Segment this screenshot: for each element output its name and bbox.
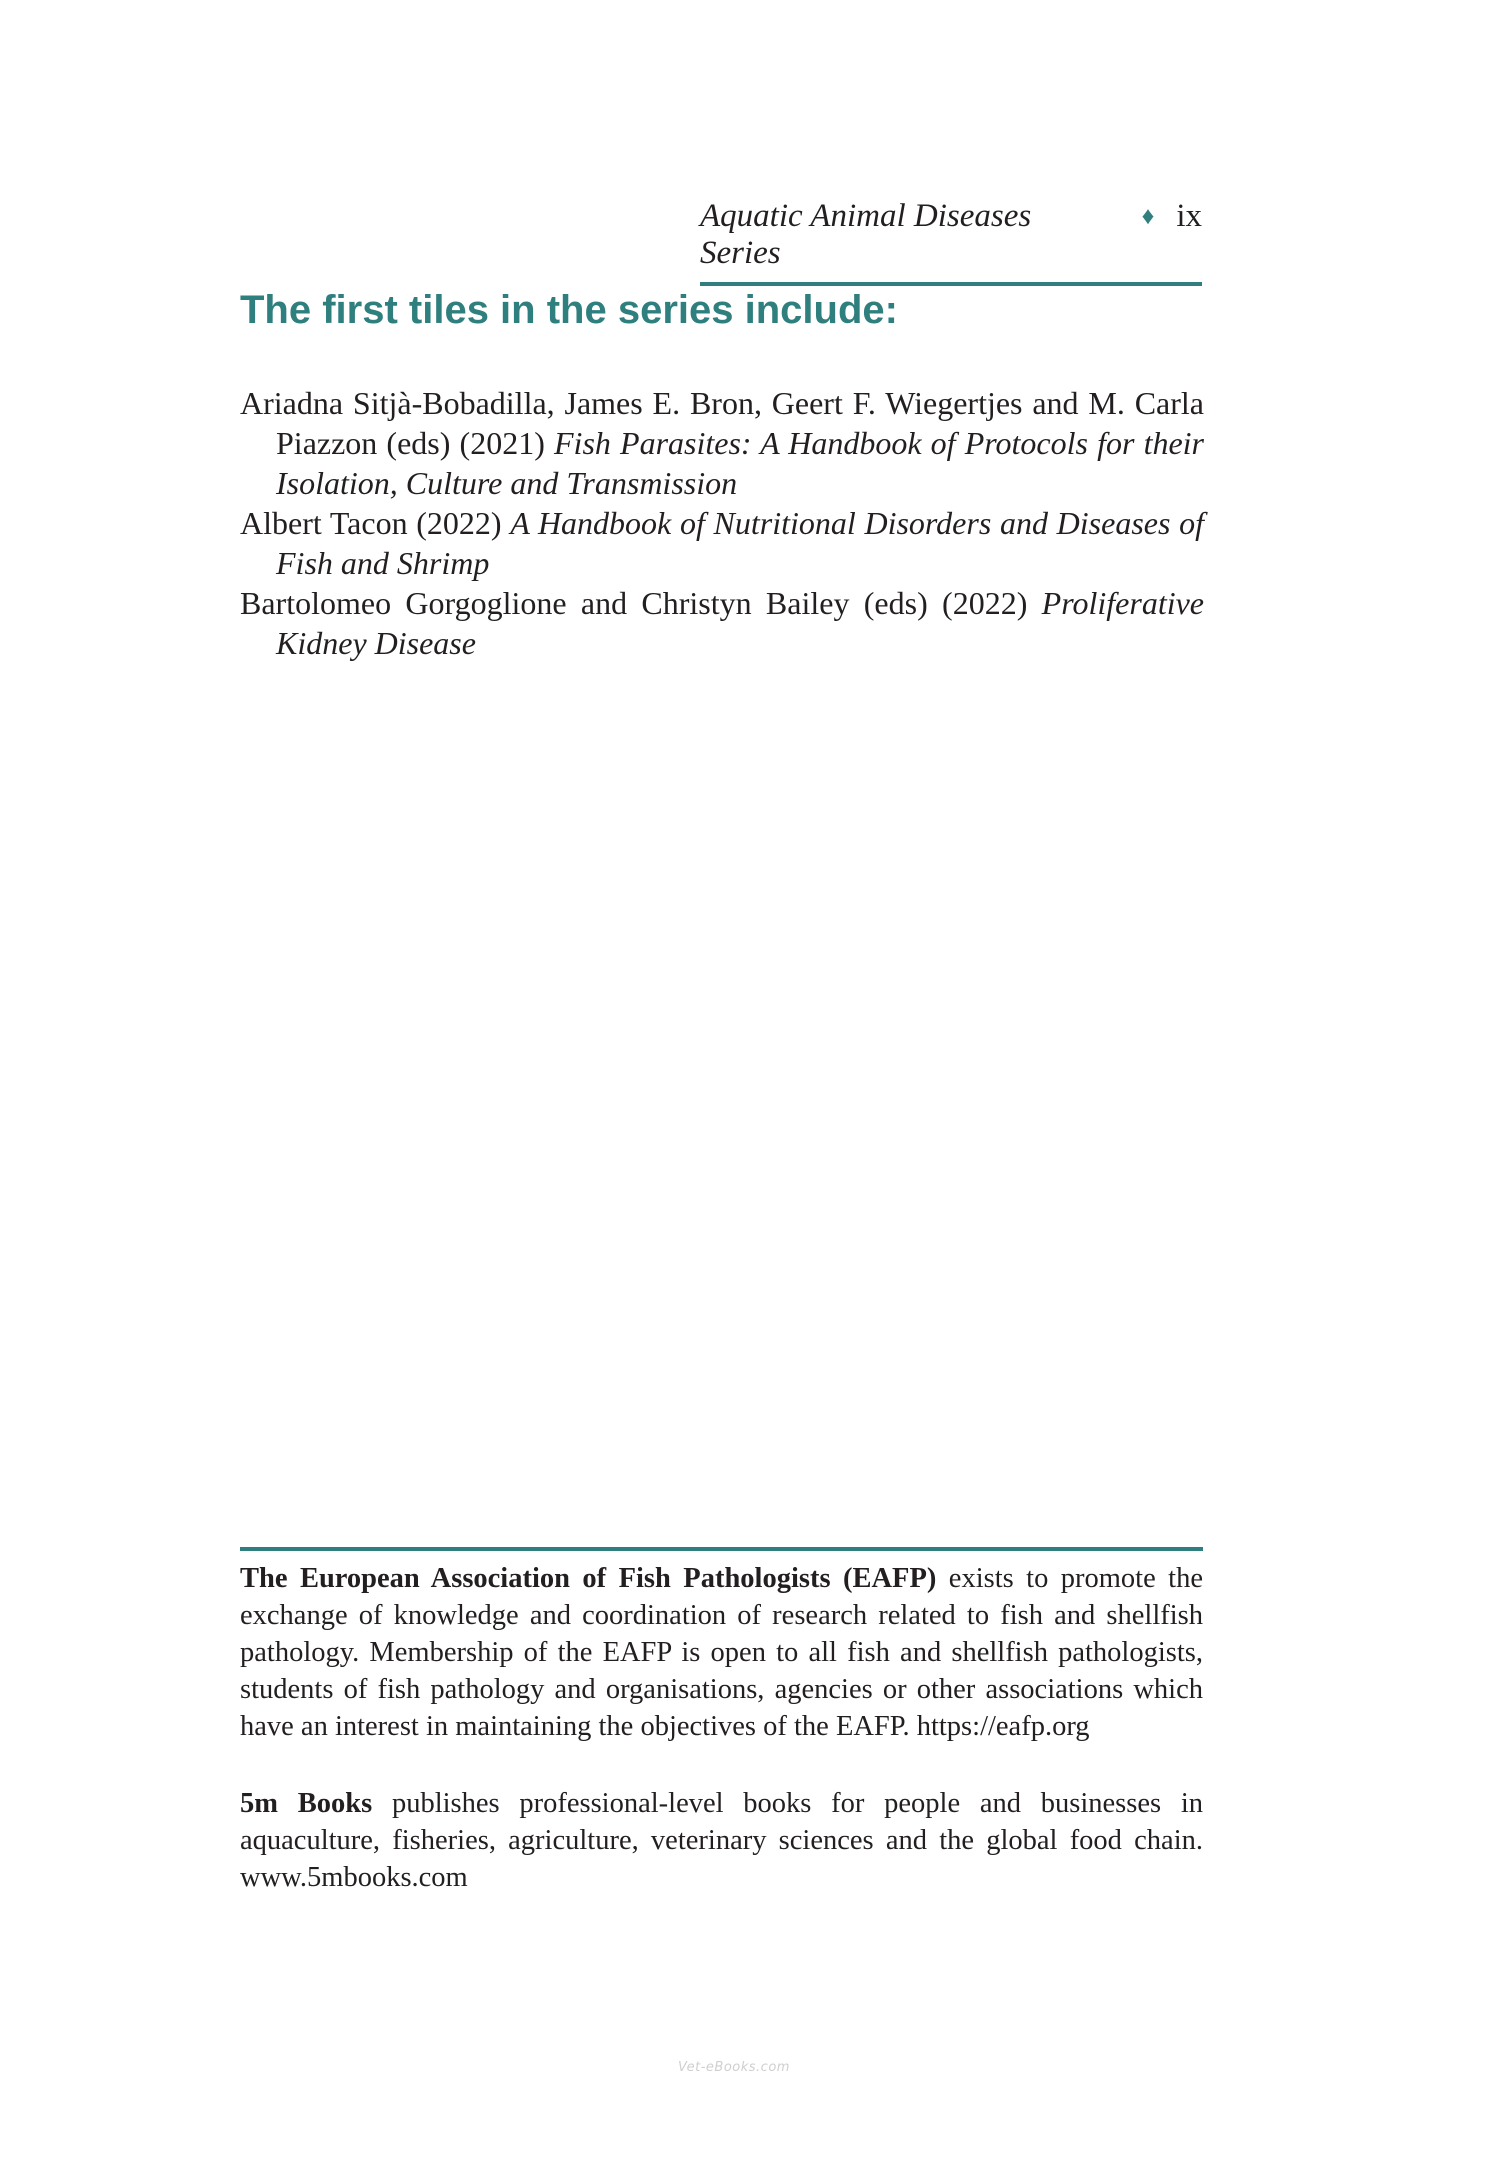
entry-title: A Handbook of Nutritional Disorders and Diseases of Fish and Shrimp — [276, 505, 1205, 581]
publisher-paragraph — [240, 1785, 1203, 1896]
running-head — [700, 198, 1202, 286]
section-heading: The first tiles in the series include: — [240, 288, 898, 332]
divider-rule — [240, 1547, 1203, 1551]
entry-title: Proliferative Kidney Disease — [276, 585, 1204, 661]
entry-authors: Ariadna Sitjà-Bobadilla, James E. Bron, Geert F. Wiegertjes and M. Carla Piazzon (eds) (2021) — [240, 385, 1204, 461]
entry-title: Fish Parasites: A Handbook of Protocols for their Isolation, Culture and Transmission — [276, 425, 1205, 501]
eafp-paragraph — [240, 1560, 1203, 1745]
publisher-name: 5m Books — [240, 1788, 373, 1819]
publisher-text: publishes professional-level books for people and businesses in aquaculture, fisheries, agriculture, veterinary sciences and the global food chain. www.5mbooks.com — [240, 1788, 1203, 1893]
series-title: Aquatic Animal Diseases Series — [700, 198, 1032, 271]
watermark-logo: Vet-eBooks.com — [678, 2060, 790, 2075]
list-item — [240, 503, 1204, 583]
diamond-separator-icon: ♦ — [1141, 203, 1155, 230]
page-number: ix — [1176, 198, 1202, 234]
list-item — [240, 583, 1204, 663]
entry-authors: Bartolomeo Gorgoglione and Christyn Bailey (eds) (2022) — [240, 585, 1042, 621]
entry-authors: Albert Tacon (2022) — [240, 505, 511, 541]
list-item — [240, 383, 1204, 503]
series-book-list — [240, 383, 1204, 663]
eafp-text: exists to promote the exchange of knowledge and coordination of research related to fish and shellfish pathology. Membership of the EAFP is open to all fish and shellfish pathologists, students of fish pathology and organisations, agencies or other associations which have an interest in maintaining the objectives of the EAFP. https://eafp.org — [240, 1563, 1203, 1742]
eafp-name: The European Association of Fish Pathologists (EAFP) — [240, 1563, 937, 1594]
